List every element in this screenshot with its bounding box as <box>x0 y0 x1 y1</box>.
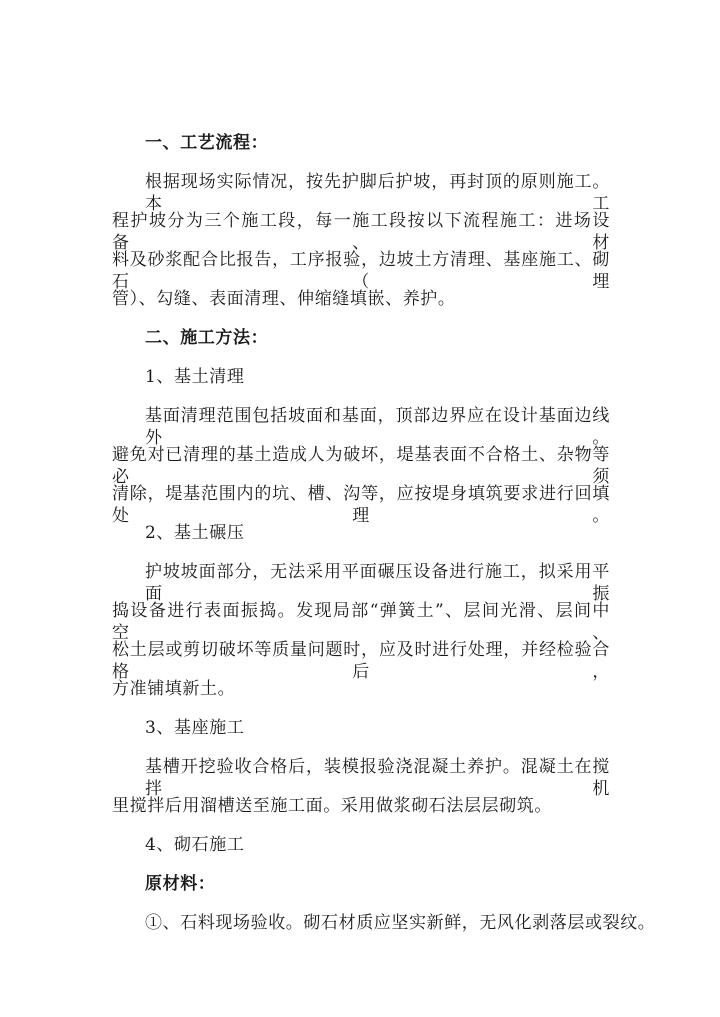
paragraph-line: 捣设备进行表面振捣。发现局部“弹簧土”、层间光滑、层间中空、 <box>112 601 610 643</box>
paragraph-line: ①、石料现场验收。砌石材质应坚实新鲜，无风化剥落层或裂纹。 <box>145 913 656 933</box>
subheading-masonry-construction: 4、砌石施工 <box>145 835 245 855</box>
section-heading-methods: 二、施工方法： <box>145 328 269 348</box>
paragraph-line: 清除，堤基范围内的坑、槽、沟等，应按堤身填筑要求进行回填处理。 <box>112 484 610 526</box>
paragraph-line: 料及砂浆配合比报告，工序报验，边坡土方清理、基座施工、砌石（埋 <box>112 250 610 292</box>
paragraph-line: 松土层或剪切破坏等质量问题时，应及时进行处理，并经检验合格后， <box>112 640 610 682</box>
paragraph-line: 避免对已清理的基土造成人为破坏，堤基表面不合格土、杂物等必须 <box>112 445 610 487</box>
section-heading-raw-materials: 原材料： <box>145 874 216 894</box>
paragraph-line: 程护坡分为三个施工段，每一施工段按以下流程施工：进场设备、材 <box>112 211 610 253</box>
paragraph-line: 根据现场实际情况，按先护脚后护坡，再封顶的原则施工。本工 <box>145 172 610 214</box>
subheading-base-soil-cleaning: 1、基土清理 <box>145 367 245 387</box>
paragraph-line: 管）、勾缝、表面清理、伸缩缝填嵌、养护。 <box>112 289 456 309</box>
paragraph-line: 方准铺填新土。 <box>112 679 236 699</box>
paragraph-line: 基面清理范围包括坡面和基面，顶部边界应在设计基面边线外。 <box>145 406 610 448</box>
paragraph-line: 基槽开挖验收合格后，装模报验浇混凝土养护。混凝土在搅拌机 <box>145 757 610 799</box>
subheading-base-soil-compaction: 2、基土碾压 <box>145 523 245 543</box>
section-heading-process: 一、工艺流程： <box>145 133 269 153</box>
subheading-foundation-construction: 3、基座施工 <box>145 718 245 738</box>
paragraph-line: 里搅拌后用溜槽送至施工面。采用做浆砌石法层层砌筑。 <box>112 796 552 816</box>
paragraph-line: 护坡坡面部分，无法采用平面碾压设备进行施工，拟采用平面振 <box>145 562 610 604</box>
